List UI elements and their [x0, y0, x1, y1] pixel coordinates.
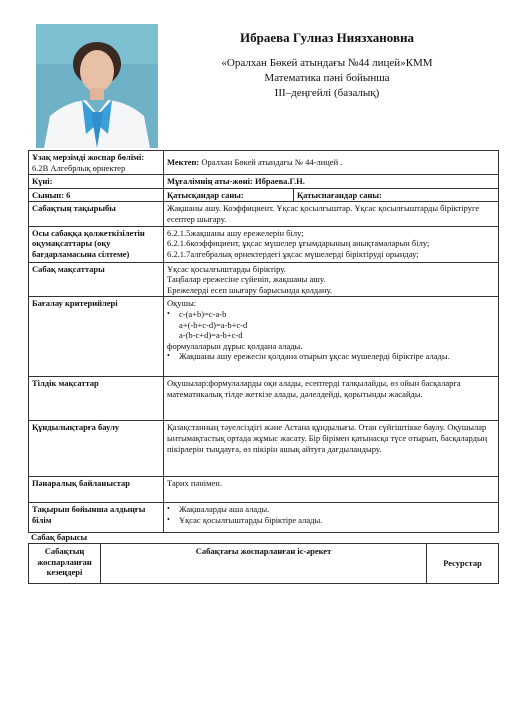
formula-3: a-(b-c+d)=a-b+c-d — [179, 330, 243, 341]
goal-line: Ережелерді есеп шығару барысында қолдану. — [167, 284, 333, 295]
formula-2: a+(-b+c-d)=a-b+c-d — [179, 319, 248, 330]
school-name: «Оралхан Бөкей атындағы №44 лицей»КММ — [221, 57, 433, 69]
long-term-plan-label: Ұзақ мерзімді жоспар бөлімі: — [32, 152, 145, 162]
criteria-bullet — [167, 309, 495, 320]
table-row — [29, 544, 499, 584]
long-term-plan-value: 6.2В Алгебрлық өрнектер — [32, 162, 126, 173]
criteria-bullet-text: Жақшаны ашу ережесін қолдана отырып ұқсас мүшелерді біріктіре алады. — [179, 351, 450, 362]
cross-curricular-label: Пәнаралық байланыстар — [29, 477, 164, 503]
assessment-criteria-cell — [164, 297, 499, 377]
lesson-topic-label: Сабақтың тақырыбы — [29, 202, 164, 226]
teacher-name: Ибраева Гулназ Ниязхановна — [240, 30, 414, 45]
portrait-image — [36, 24, 158, 148]
planned-stages-header: Сабақтың жоспарланған кезеңдері — [29, 544, 101, 584]
table-row — [29, 202, 499, 226]
table-row — [29, 151, 499, 175]
table-row — [29, 377, 499, 421]
lesson-topic-value: Жақшаны ашу. Коэффициент. Ұқсас қосылғыштар. Ұқсас қосылғыштарды біріктіруге есептер шығару. — [164, 202, 499, 226]
long-term-plan-cell — [29, 151, 164, 175]
lesson-goals-cell — [164, 262, 499, 297]
lesson-goals-label: Сабақ мақсаттары — [29, 262, 164, 297]
lesson-progress-table — [28, 543, 499, 584]
document-header — [176, 30, 478, 101]
goal-line: Ұқсас қосылғыштарды біріктіру. — [167, 263, 286, 274]
assessment-criteria-label: Бағалау критерийлері — [29, 297, 164, 377]
teacher-photo — [36, 24, 158, 148]
school-label: Мектеп: — [167, 157, 200, 168]
prior-knowledge-cell — [164, 503, 499, 533]
table-row — [29, 297, 499, 377]
school-value: Оралхан Бөкей атындағы № 44-лицей . — [201, 157, 343, 168]
resources-header: Ресурстар — [427, 544, 499, 584]
table-row — [29, 503, 499, 533]
class-label: Сынып: 6 — [29, 188, 164, 202]
criteria-intro: Оқушы: — [167, 298, 197, 309]
subject-line: Математика пәні бойынша — [264, 72, 390, 84]
goal-line: Таңбалар ережесіне сүйеніп, жақшаны ашу. — [167, 274, 326, 285]
level-line: ІІІ–деңгейлі (базалық) — [274, 87, 380, 99]
absent-count-label: Қатыспағандар саны: — [294, 188, 499, 202]
prior-knowledge-label: Тақырып бойынша алдыңғы білім — [29, 503, 164, 533]
planned-activity-header: Сабақтағы жоспарланған іс-әрекет — [101, 544, 427, 584]
learning-objectives-cell — [164, 226, 499, 262]
objective-line: 6.2.1.6коэффициент, ұқсас мүшелер ұғымдарының анықтамаларын білу; — [167, 238, 430, 249]
present-count-label: Қатысқандар саны: — [164, 188, 294, 202]
bullet-icon: • — [167, 504, 170, 514]
prior-knowledge-bullet — [167, 504, 495, 515]
bullet-icon: • — [167, 308, 170, 318]
bullet-icon: • — [167, 351, 170, 361]
table-row — [29, 226, 499, 262]
prior-knowledge-bullet — [167, 515, 495, 526]
teacher-label: Мұғалімнің аты-жөні: — [167, 176, 253, 187]
lesson-plan-table — [28, 150, 499, 533]
values-value: Қазақстанның тәуелсіздігі және Астана құндылығы. Отан сүйгіштікке баулу. Оқушылар ынтымақтастық ортада жұмыс жасату. Бір бірімен қатынасқа түсе отырып, басқалардың пікірлерін тыңдауға, өз пікірін ашық айтуға дағдыландыру. — [164, 421, 499, 477]
table-row — [29, 175, 499, 189]
language-goals-label: Тілдік мақсаттар — [29, 377, 164, 421]
formula-usage: формулаларын дұрыс қолдана алады. — [167, 340, 303, 351]
criteria-bullet — [167, 351, 495, 362]
formula-1: c-(a+b)=c-a-b — [179, 308, 227, 319]
teacher-value: Ибраева.Г.Н. — [254, 176, 305, 187]
language-goals-value: Оқушылар:формулаларды оқи алады, есептерді талқылайды, өз ойын басқаларға математикалық тілде жеткізе алады, дәлелдейді, қорытынды жасайды. — [164, 377, 499, 421]
learning-objectives-label: Осы сабаққа қолжеткізілетін оқумақсаттары (оқу бағдарламасына сілтеме) — [29, 226, 164, 262]
bullet-icon: • — [167, 514, 170, 524]
objective-line: 6.2.1.7алгебралық өрнектердегі ұқсас мүшелерді біріктіруді орындау; — [167, 248, 419, 259]
table-row — [29, 421, 499, 477]
table-row — [29, 188, 499, 202]
table-row — [29, 477, 499, 503]
table-row — [29, 262, 499, 297]
cross-curricular-value: Тарих пәнімен. — [164, 477, 499, 503]
prior-knowledge-item: Жақшаларды аша алады. — [179, 504, 270, 515]
date-label: Күні: — [29, 175, 164, 189]
prior-knowledge-item: Ұқсас қосылғыштарды біріктіре алады. — [179, 514, 323, 525]
values-label: Құндылықтарға баулу — [29, 421, 164, 477]
teacher-cell — [164, 175, 499, 189]
school-cell — [164, 151, 499, 175]
lesson-progress-title: Сабақ барысы — [31, 532, 88, 542]
objective-line: 6.2.1.5жақшаны ашу ережелерін білу; — [167, 227, 304, 238]
